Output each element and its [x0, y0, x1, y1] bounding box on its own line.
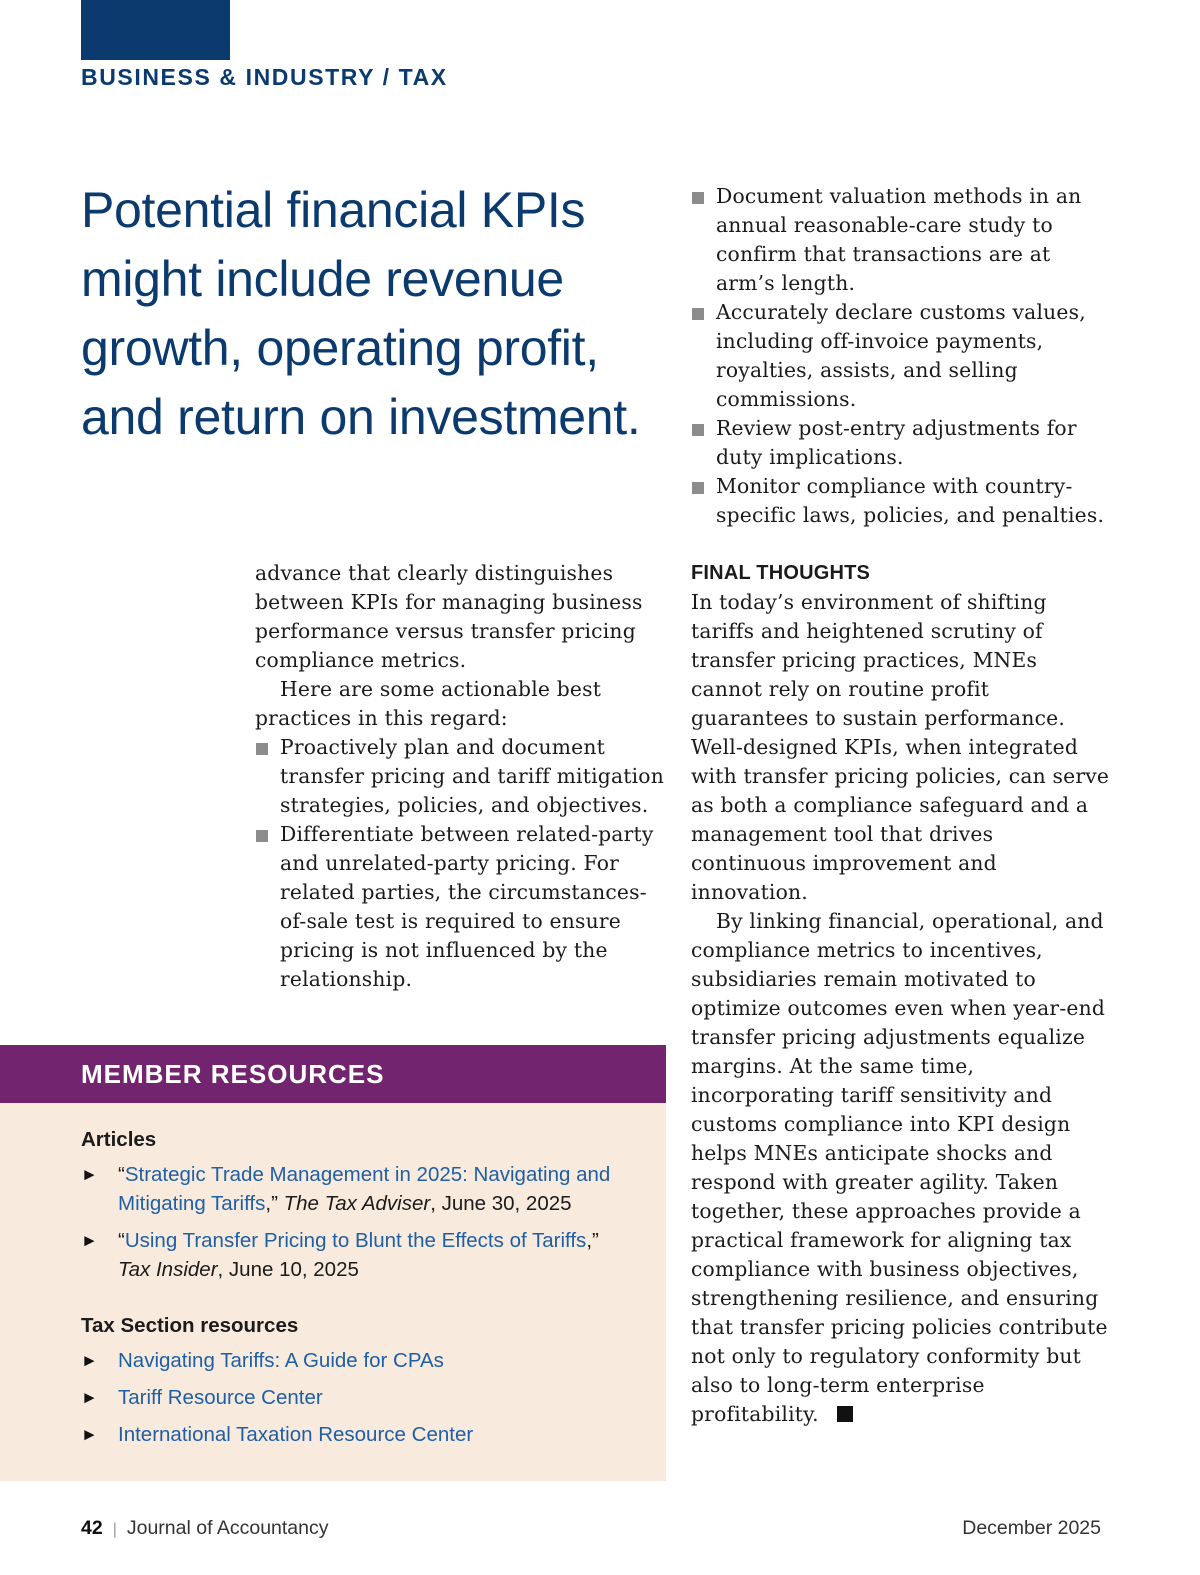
middle-column [255, 559, 665, 994]
list-item [691, 414, 1111, 472]
list-item-text: Monitor compliance with country-specific laws, policies, and penalties. [716, 474, 1105, 527]
list-item-text: Accurately declare customs values, including off-invoice payments, royalties, assists, and selling commissions. [716, 300, 1086, 411]
article-source: Tax Insider [118, 1258, 218, 1281]
member-resources-body [0, 1103, 666, 1449]
section-subheading: FINAL THOUGHTS [691, 562, 871, 584]
list-item-text: Review post-entry adjustments for duty implications. [716, 416, 1077, 469]
page-number: 42 [81, 1517, 103, 1539]
list-item [691, 298, 1111, 414]
square-bullet-icon [692, 424, 704, 436]
article-source: The Tax Adviser [283, 1192, 431, 1215]
square-bullet-icon [256, 743, 268, 755]
end-of-article-icon [837, 1406, 853, 1422]
body-paragraph-text: By linking financial, operational, and compliance metrics to incentives, subsidiaries remain motivated to optimize outcomes even when year-end transfer pricing adjustments equalize margins. At the same time, incorporating tariff sensitivity and customs compliance into KPI design helps MNEs anticipate shocks and respond with greater agility. Taken together, these approaches provide a practical framework for aligning tax compliance with business objectives, strengthening resilience, and ensuring that transfer pricing policies contribute not only to regulatory conformity but also to long-term enterprise profitability. [691, 909, 1108, 1426]
list-item-text: Document valuation methods in an annual reasonable-care study to confirm that transactions are at arm’s length. [716, 184, 1082, 295]
resource-link[interactable]: International Taxation Resource Center [118, 1423, 474, 1446]
articles-list [81, 1160, 642, 1284]
article-item [81, 1160, 642, 1218]
close-quote: ,” [265, 1192, 284, 1215]
header-color-bar [81, 0, 230, 60]
resource-item [81, 1346, 642, 1375]
issue-date: December 2025 [962, 1517, 1101, 1539]
list-item [691, 472, 1111, 530]
best-practices-list [255, 733, 665, 994]
section-label: BUSINESS & INDUSTRY / TAX [81, 64, 448, 90]
article-link[interactable]: Strategic Trade Management in 2025: Navigating and Mitigating Tariffs [118, 1163, 611, 1215]
article-date: , June 10, 2025 [217, 1258, 359, 1281]
list-item [255, 820, 665, 994]
resource-link[interactable]: Navigating Tariffs: A Guide for CPAs [118, 1349, 444, 1372]
page-footer [81, 1517, 1101, 1545]
list-item-text: Differentiate between related-party and unrelated-party pricing. For related parties, the circumstances-of-sale test is required to ensure pricing is not influenced by the relationship. [280, 822, 654, 991]
resource-item [81, 1383, 642, 1412]
arrow-bullet-icon: ► [81, 1351, 98, 1370]
right-column [691, 182, 1111, 1429]
member-resources-box [0, 1045, 666, 1481]
article-item [81, 1226, 642, 1284]
body-paragraph [691, 907, 1111, 1429]
arrow-bullet-icon: ► [81, 1388, 98, 1407]
list-item-text: Proactively plan and document transfer pricing and tariff mitigation strategies, policies, and objectives. [280, 735, 664, 817]
resource-item [81, 1420, 642, 1449]
article-date: , June 30, 2025 [430, 1192, 572, 1215]
list-item [691, 182, 1111, 298]
body-paragraph: advance that clearly distinguishes between KPIs for managing business performance versus transfer pricing compliance metrics. [255, 561, 643, 672]
body-paragraph: Here are some actionable best practices in this regard: [255, 677, 602, 730]
member-resources-title: MEMBER RESOURCES [0, 1045, 666, 1103]
close-quote: ,” [586, 1229, 599, 1252]
tax-section-heading: Tax Section resources [81, 1314, 299, 1337]
tax-resources-list [81, 1346, 642, 1449]
square-bullet-icon [692, 482, 704, 494]
open-quote: “ [118, 1229, 125, 1252]
articles-heading: Articles [81, 1128, 157, 1151]
arrow-bullet-icon: ► [81, 1165, 98, 1184]
footer-separator: | [112, 1521, 117, 1538]
square-bullet-icon [692, 192, 704, 204]
arrow-bullet-icon: ► [81, 1425, 98, 1444]
square-bullet-icon [256, 830, 268, 842]
square-bullet-icon [692, 308, 704, 320]
resource-link[interactable]: Tariff Resource Center [118, 1386, 323, 1409]
list-item [255, 733, 665, 820]
publication-name: Journal of Accountancy [126, 1517, 329, 1539]
article-link[interactable]: Using Transfer Pricing to Blunt the Effects of Tariffs [124, 1229, 587, 1252]
body-paragraph: In today’s environment of shifting tariffs and heightened scrutiny of transfer pricing practices, MNEs cannot rely on routine profit guarantees to sustain performance. Well-designed KPIs, when integrated with transfer pricing policies, can serve as both a compliance safeguard and a management tool that drives continuous improvement and innovation. [691, 590, 1110, 904]
pull-quote: Potential financial KPIs might include revenue growth, operating profit, and return on investment. [81, 182, 641, 445]
arrow-bullet-icon: ► [81, 1231, 98, 1250]
open-quote: “ [118, 1163, 125, 1186]
best-practices-list-continued [691, 182, 1111, 530]
